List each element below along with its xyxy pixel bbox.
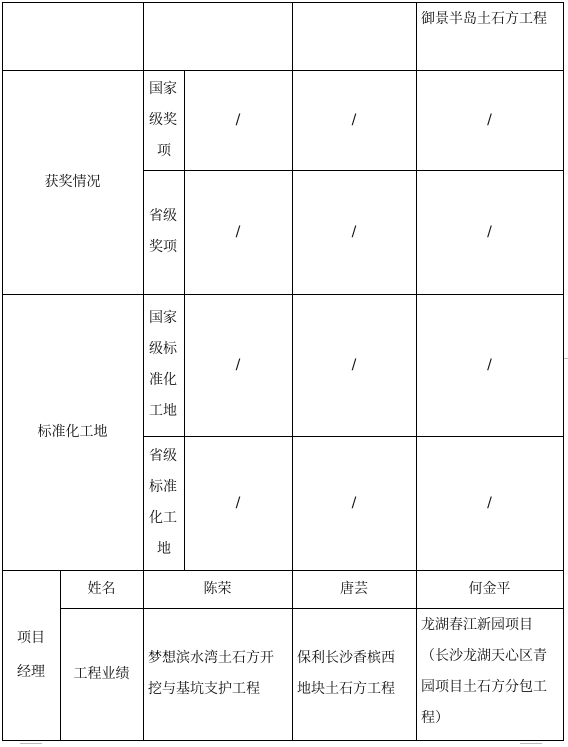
manager-name: 唐芸	[340, 580, 368, 597]
rule-right	[563, 2, 564, 741]
awards-national-value: /	[351, 111, 357, 128]
margin-mark	[20, 743, 42, 744]
performance-label: 工程业绩	[73, 665, 130, 682]
awards-national-value: /	[487, 111, 492, 128]
awards-national-value: /	[235, 111, 241, 128]
margin-mark	[520, 743, 542, 744]
rule-bottom	[2, 740, 564, 741]
awards-section-label: 获奖情况	[44, 173, 101, 190]
standard-national-label: 国家 级标 准化 工地	[149, 310, 177, 419]
performance-entry: 保利长沙香槟西 地块土石方工程	[297, 650, 395, 697]
performance-entry: 龙湖春江新园项目 （长沙龙湖天心区青 园项目土石方分包工 程）	[421, 617, 547, 726]
awards-national-label: 国家 级奖 项	[149, 80, 177, 159]
awards-provincial-value: /	[351, 223, 357, 240]
awards-provincial-value: /	[487, 223, 492, 240]
header-project-col4: 御景半岛土石方工程	[421, 10, 547, 27]
name-label: 姓名	[87, 580, 116, 597]
standard-site-section-label: 标准化工地	[37, 423, 108, 440]
margin-mark	[564, 358, 568, 359]
standard-national-value: /	[351, 356, 357, 373]
standard-provincial-value: /	[351, 494, 357, 511]
awards-provincial-value: /	[235, 223, 241, 240]
manager-name: 陈荣	[203, 580, 232, 597]
manager-name: 何金平	[468, 580, 511, 597]
performance-entry: 梦想滨水湾土石方开 挖与基坑支护工程	[148, 650, 274, 697]
standard-provincial-value: /	[487, 494, 492, 511]
standard-national-value: /	[487, 356, 492, 373]
standard-national-value: /	[235, 356, 241, 373]
project-manager-label: 项目 经理	[17, 630, 45, 680]
standard-provincial-label: 省级 标准 化工 地	[149, 448, 177, 557]
standard-provincial-value: /	[235, 494, 241, 511]
awards-provincial-label: 省级 奖项	[149, 208, 177, 255]
